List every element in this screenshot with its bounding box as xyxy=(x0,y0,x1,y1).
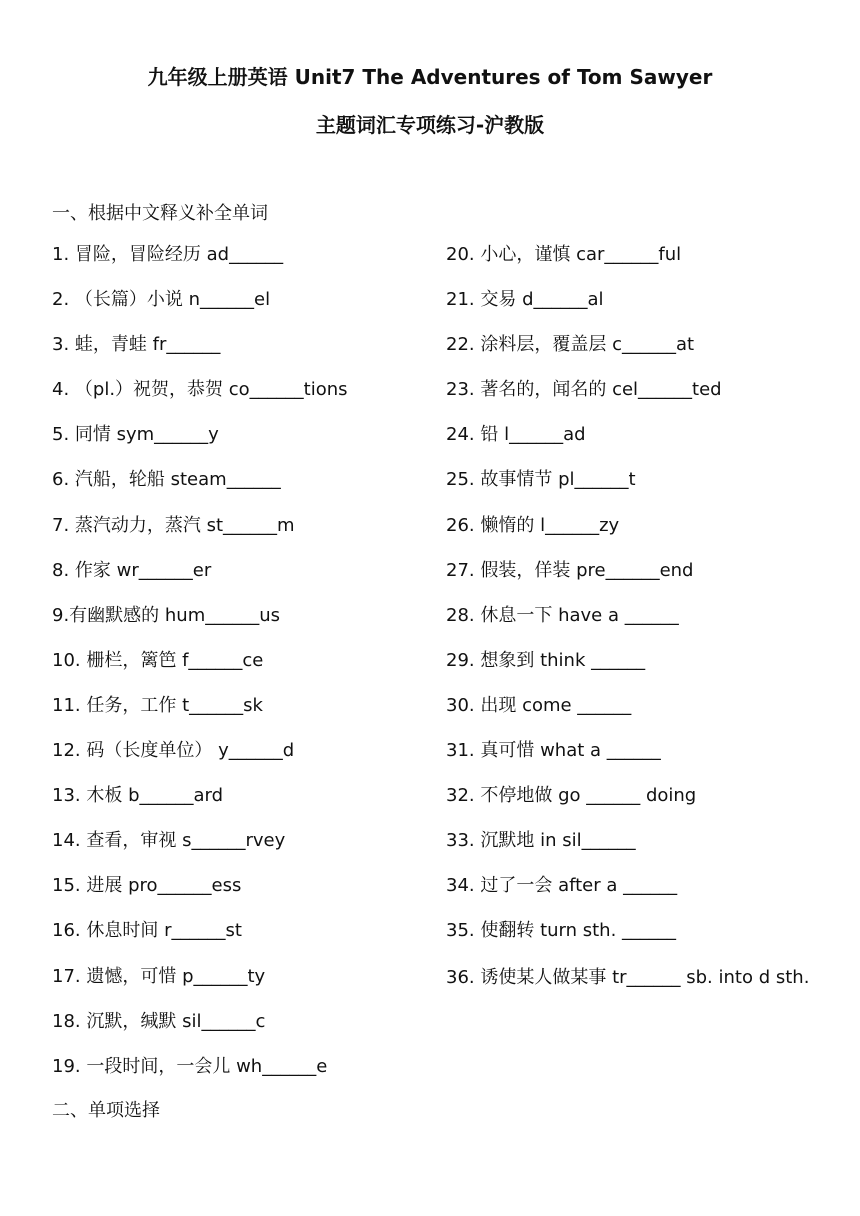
question-item: 23. 著名的，闻名的 cel______ted xyxy=(446,379,722,401)
question-item: 5. 同情 sym______y xyxy=(52,424,219,446)
question-item: 31. 真可惜 what a ______ xyxy=(446,740,661,762)
question-item: 36. 诱使某人做某事 tr______ sb. into d sth. xyxy=(446,966,810,988)
question-item: 17. 遗憾，可惜 p______ty xyxy=(52,965,266,987)
question-item: 35. 使翻转 turn sth. ______ xyxy=(446,920,677,942)
section-heading-fill-words: 一、根据中文释义补全单词 xyxy=(52,203,268,224)
question-item: 6. 汽船，轮船 steam______ xyxy=(52,469,281,491)
question-item: 33. 沉默地 in sil______ xyxy=(446,830,636,852)
question-item: 8. 作家 wr______er xyxy=(52,559,212,581)
question-item: 25. 故事情节 pl______t xyxy=(446,469,636,491)
question-item: 22. 涂料层，覆盖层 c______at xyxy=(446,334,695,356)
question-item: 15. 进展 pro______ess xyxy=(52,875,242,897)
question-item: 32. 不停地做 go ______ doing xyxy=(446,785,697,807)
question-item: 20. 小心，谨慎 car______ful xyxy=(446,244,682,265)
section-heading-multiple-choice: 二、单项选择 xyxy=(52,1100,160,1121)
document-title: 九年级上册英语 Unit7 The Adventures of Tom Sawyer xyxy=(147,65,713,89)
question-item: 11. 任务，工作 t______sk xyxy=(52,694,263,716)
question-item: 27. 假装，佯装 pre______end xyxy=(446,559,694,581)
question-item: 26. 懒惰的 l______zy xyxy=(446,514,620,536)
question-item: 30. 出现 come ______ xyxy=(446,694,632,716)
question-item: 16. 休息时间 r______st xyxy=(52,920,242,942)
question-item: 21. 交易 d______al xyxy=(446,289,604,311)
question-item: 28. 休息一下 have a ______ xyxy=(446,604,679,626)
question-item: 4. （pl.）祝贺，恭贺 co______tions xyxy=(52,379,348,401)
question-item: 13. 木板 b______ard xyxy=(52,785,224,807)
question-item: 24. 铅 l______ad xyxy=(446,424,586,446)
question-item: 12. 码（长度单位） y______d xyxy=(52,740,295,762)
question-item: 2. （长篇）小说 n______el xyxy=(52,289,271,311)
question-item: 9.有幽默感的 hum______us xyxy=(52,604,281,626)
right-question-column xyxy=(446,240,816,1000)
document-subtitle: 主题词汇专项练习-沪教版 xyxy=(315,113,545,137)
question-item: 14. 查看，审视 s______rvey xyxy=(52,830,286,852)
question-item: 3. 蛙，青蛙 fr______ xyxy=(52,334,221,356)
question-item: 19. 一段时间，一会儿 wh______e xyxy=(52,1055,328,1077)
question-item: 34. 过了一会 after a ______ xyxy=(446,875,678,897)
question-item: 1. 冒险，冒险经历 ad______ xyxy=(52,244,284,265)
question-item: 29. 想象到 think ______ xyxy=(446,649,646,671)
left-question-column xyxy=(52,240,432,1097)
question-item: 18. 沉默，缄默 sil______c xyxy=(52,1010,266,1032)
question-item: 7. 蒸汽动力，蒸汽 st______m xyxy=(52,514,295,536)
question-item: 10. 栅栏，篱笆 f______ce xyxy=(52,649,264,671)
